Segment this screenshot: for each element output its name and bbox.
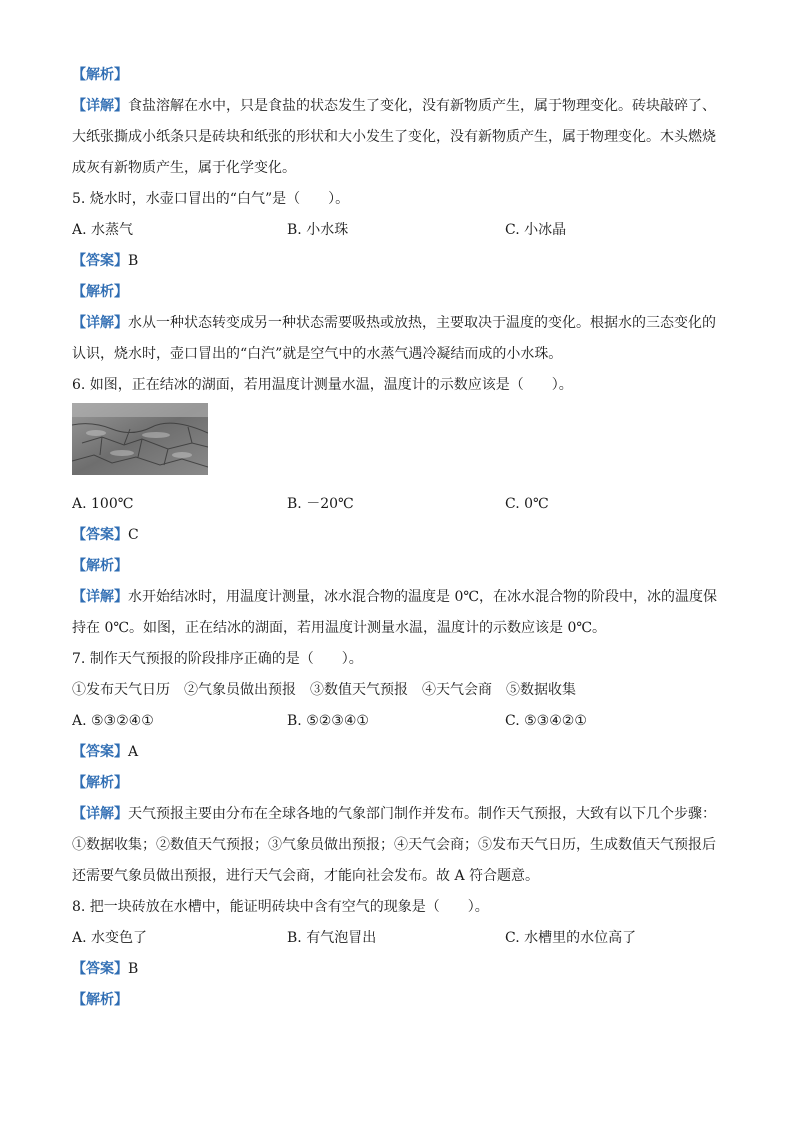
question-8: 8. 把一块砖放在水槽中，能证明砖块中含有空气的现象是（ ）。 (72, 899, 489, 915)
detail-line: 成灰有新物质产生，属于化学变化。 (72, 160, 296, 176)
option-a: A. 水变色了 (72, 930, 148, 946)
analysis-heading: 【解析】 (72, 67, 128, 83)
answer-line: 【答案】C (72, 527, 139, 543)
detail-line: 【详解】食盐溶解在水中，只是食盐的状态发生了变化，没有新物质产生，属于物理变化。砖块敲碎了、 (72, 98, 716, 114)
option-c: C. 水槽里的水位高了 (505, 930, 637, 946)
answer-value: A (128, 744, 139, 760)
detail-line: 【详解】水开始结冰时，用温度计测量，冰水混合物的温度是 0℃，在冰水混合物的阶段中，冰的温度保 (72, 589, 718, 605)
frozen-lake-photo-wrap (72, 401, 722, 485)
detail-line: ①数据收集；②数值天气预报；③气象员做出预报；④天气会商；⑤发布天气日历，生成数值天气预报后 (72, 837, 716, 853)
q7-options (72, 706, 722, 737)
analysis-heading: 【解析】 (72, 775, 128, 791)
answer-value: B (128, 253, 139, 269)
option-a: A. ⑤③②④① (72, 713, 154, 729)
analysis-heading: 【解析】 (72, 992, 128, 1008)
detail-line: 大纸张撕成小纸条只是砖块和纸张的形状和大小发生了变化，没有新物质产生，属于物理变化。木头燃烧 (72, 129, 716, 145)
detail-line: 认识，烧水时，壶口冒出的“白汽”就是空气中的水蒸气遇冷凝结而成的小水珠。 (72, 346, 563, 362)
option-b: B. ⑤②③④① (287, 713, 369, 729)
q6-options (72, 489, 722, 520)
answer-line: 【答案】B (72, 961, 139, 977)
detail-line: 持在 0℃。如图，正在结冰的湖面，若用温度计测量水温，温度计的示数应该是 0℃。 (72, 620, 607, 636)
question-5: 5. 烧水时，水壶口冒出的“白气”是（ ）。 (72, 191, 350, 207)
frozen-lake-photo (72, 403, 208, 475)
option-b: B. －20℃ (287, 496, 354, 512)
answer-value: C (128, 527, 139, 543)
option-c: C. 小冰晶 (505, 222, 567, 238)
detail-line: 【详解】水从一种状态转变成另一种状态需要吸热或放热，主要取决于温度的变化。根据水的三态变化的 (72, 315, 716, 331)
answer-line: 【答案】B (72, 253, 139, 269)
q8-options (72, 923, 722, 954)
option-b: B. 小水珠 (287, 222, 349, 238)
option-c: C. 0℃ (505, 496, 549, 512)
q7-steps: ①发布天气日历 ②气象员做出预报 ③数值天气预报 ④天气会商 ⑤数据收集 (72, 682, 576, 698)
question-6: 6. 如图，正在结冰的湖面，若用温度计测量水温，温度计的示数应该是（ ）。 (72, 377, 573, 393)
document-page (72, 60, 722, 1016)
option-a: A. 100℃ (72, 496, 134, 512)
option-c: C. ⑤③④②① (505, 713, 587, 729)
question-7: 7. 制作天气预报的阶段排序正确的是（ ）。 (72, 651, 363, 667)
analysis-heading: 【解析】 (72, 284, 128, 300)
option-b: B. 有气泡冒出 (287, 930, 377, 946)
answer-value: B (128, 961, 139, 977)
analysis-heading: 【解析】 (72, 558, 128, 574)
q5-options (72, 215, 722, 246)
option-a: A. 水蒸气 (72, 222, 134, 238)
detail-line: 还需要气象员做出预报，进行天气会商，才能向社会发布。故 A 符合题意。 (72, 868, 540, 884)
answer-line: 【答案】A (72, 744, 139, 760)
detail-line: 【详解】天气预报主要由分布在全球各地的气象部门制作并发布。制作天气预报，大致有以下几个步骤： (72, 806, 716, 822)
